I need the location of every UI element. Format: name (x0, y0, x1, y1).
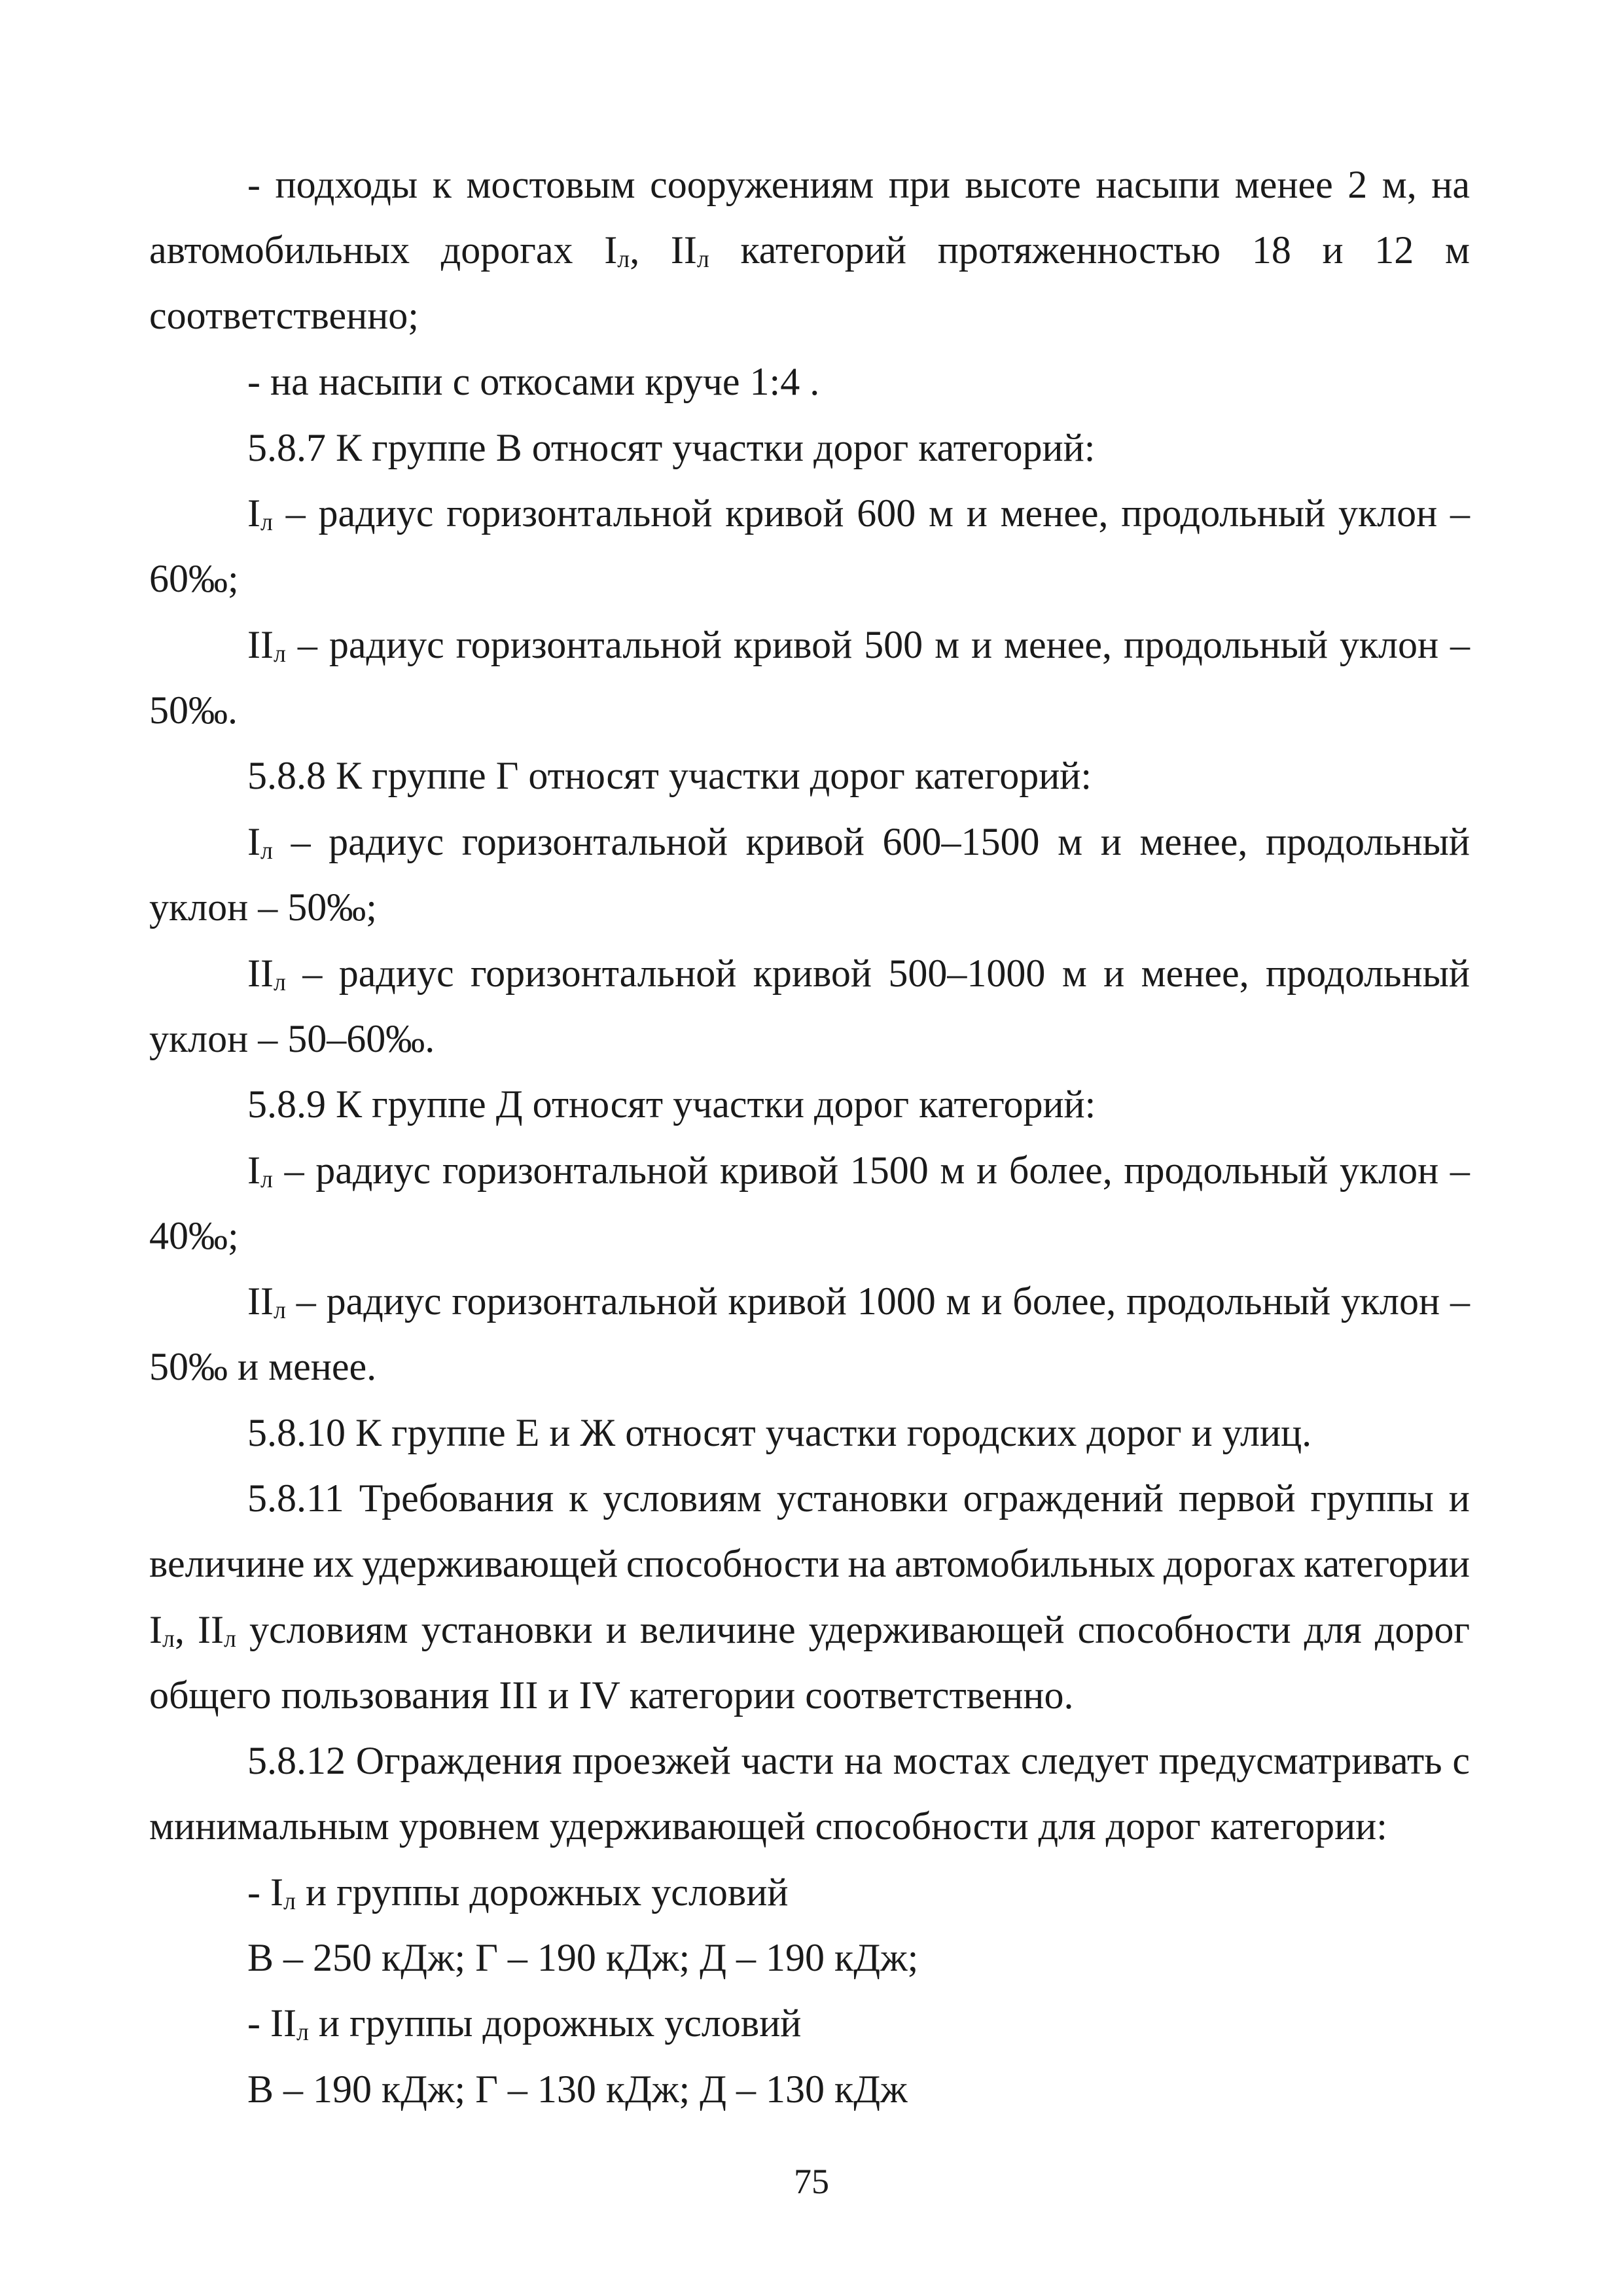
text-line: - подходы к мостовым сооружениям при высоте насыпи менее 2 м, на (247, 163, 1470, 206)
text-line: В – 250 кДж; Г – 190 кДж; Д – 190 кДж; (247, 1936, 919, 1979)
text-line: 5.8.10 К группе Е и Ж относят участки городских дорог и улиц. (247, 1411, 1312, 1454)
text-line: 5.8.11 Требования к условиям установки ограждений первой группы и (247, 1477, 1470, 1520)
text-line: $I_л$ – радиус горизонтальной кривой 600–1500 м и менее, продольный (247, 820, 1470, 865)
text-line: $II_л$ – радиус горизонтальной кривой 1000 м и более, продольный уклон – (247, 1280, 1470, 1324)
text-line: 5.8.8 К группе Г относят участки дорог категорий: (247, 754, 1092, 797)
text-line: автомобильных дорогах $I_л$, $II_л$ категорий протяженностью 18 и 12 м (149, 228, 1470, 273)
text-line: $II_л$ – радиус горизонтальной кривой 500–1000 м и менее, продольный (247, 952, 1470, 996)
text-line: - $I_л$ и группы дорожных условий (247, 1871, 789, 1915)
text-line: $I_л$ – радиус горизонтальной кривой 600 м и менее, продольный уклон – (247, 492, 1470, 536)
text-line: 5.8.12 Ограждения проезжей части на мостах следует предусматривать с (247, 1739, 1470, 1782)
page-number: 75 (794, 2162, 829, 2201)
text-line: $I_л$ – радиус горизонтальной кривой 1500 м и более, продольный уклон – (247, 1149, 1470, 1193)
text-line: общего пользования III и IV категории соответственно. (149, 1674, 1074, 1717)
text-line: 5.8.9 К группе Д относят участки дорог категорий: (247, 1083, 1096, 1126)
text-line: уклон – 50–60‰. (149, 1017, 435, 1060)
text-line: В – 190 кДж; Г – 130 кДж; Д – 130 кДж (247, 2068, 908, 2111)
text-line: 5.8.7 К группе В относят участки дорог категорий: (247, 426, 1096, 469)
text-line: уклон – 50‰; (149, 886, 377, 929)
text-line: $I_л$, $II_л$ условиям установки и величине удерживающей способности для дорог (149, 1608, 1470, 1653)
text-line: - $II_л$ и группы дорожных условий (247, 2001, 802, 2046)
text-line: минимальным уровнем удерживающей способности для дорог категории: (149, 1804, 1387, 1848)
text-line: 40‰; (149, 1214, 239, 1257)
text-line: 50‰. (149, 689, 238, 732)
text-line: соответственно; (149, 294, 419, 337)
text-line: $II_л$ – радиус горизонтальной кривой 500 м и менее, продольный уклон – (247, 623, 1470, 668)
text-line: величине их удерживающей способности на автомобильных дорогах категории (149, 1542, 1470, 1585)
text-line: 50‰ и менее. (149, 1345, 377, 1388)
text-line: - на насыпи с откосами круче 1:4 . (247, 360, 820, 403)
text-line: 60‰; (149, 557, 239, 600)
